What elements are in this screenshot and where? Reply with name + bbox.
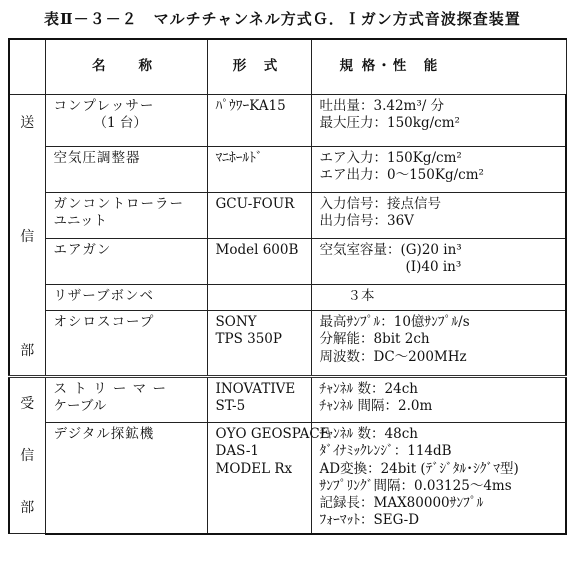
group-send-char: 部 <box>20 342 35 359</box>
header-spec: 規 格・性 能 <box>311 39 566 95</box>
table-caption: 表Ⅱ－３－２ マルチチャンネル方式Ｇ．Ｉガン方式音波探査装置 <box>44 10 521 28</box>
row-spec: ﾁｬﾝﾈﾙ 数：48ch ﾀﾞｲﾅﾐｯｸﾚﾝｼﾞ：114dB AD変換：24bit (ﾃﾞｼﾞﾀﾙ･ｼｸﾞﾏ型) ｻﾝﾌﾟﾘﾝｸﾞ間隔：0.03125～4ms 記録長：MAX80000ｻﾝﾌﾟﾙ ﾌｫｰﾏｯﾄ：SEG-D <box>311 423 566 534</box>
table-row <box>9 95 566 147</box>
row-name: デジタル探鉱機 <box>45 423 207 534</box>
table-row <box>9 239 566 285</box>
header-type: 形 式 <box>207 39 311 95</box>
header-group-cell <box>9 39 45 95</box>
row-spec: 空気室容量：(G)20 in³ (I)40 in³ <box>311 239 566 285</box>
row-type: SONY TPS 350P <box>207 311 311 377</box>
row-name: コンプレッサー （1 台） <box>45 95 207 147</box>
group-receive-char: 信 <box>20 447 35 464</box>
table-row <box>9 311 566 377</box>
row-spec: ３本 <box>311 285 566 311</box>
header-name: 名 称 <box>45 39 207 95</box>
row-name: エアガン <box>45 239 207 285</box>
row-type: ﾊﾟｳﾜｰKA15 <box>207 95 311 147</box>
row-name: リザーブボンベ <box>45 285 207 311</box>
row-name: オシロスコープ <box>45 311 207 377</box>
row-type: OYO GEOSPACE DAS-1 MODEL Rx <box>207 423 311 534</box>
row-type: Model 600B <box>207 239 311 285</box>
equipment-spec-table <box>8 38 567 535</box>
group-send-char: 信 <box>20 228 35 245</box>
group-send <box>9 95 45 377</box>
header-row <box>9 39 566 95</box>
row-type: GCU-FOUR <box>207 193 311 239</box>
table-row <box>9 423 566 534</box>
table-row <box>9 147 566 193</box>
group-receive <box>9 377 45 534</box>
row-spec: 最高ｻﾝﾌﾟﾙ：10億ｻﾝﾌﾟﾙ/s 分解能：8bit 2ch 周波数：DC～200MHz <box>311 311 566 377</box>
group-receive-char: 部 <box>20 499 35 516</box>
group-send-char: 送 <box>20 115 35 131</box>
row-type: INOVATIVE ST-5 <box>207 377 311 423</box>
row-spec: エア入力：150Kg/cm² エア出力：0～150Kg/cm² <box>311 147 566 193</box>
row-spec: 吐出量：3.42m³/ 分 最大圧力：150kg/cm² <box>311 95 566 147</box>
row-name: ス ト リ ー マ ー ケーブル <box>45 377 207 423</box>
table-row <box>9 285 566 311</box>
row-type: ﾏﾆﾎｰﾙﾄﾞ <box>207 147 311 193</box>
group-receive-char: 受 <box>20 396 35 412</box>
row-name: 空気圧調整器 <box>45 147 207 193</box>
row-type <box>207 285 311 311</box>
table-row <box>9 377 566 423</box>
row-spec: ﾁｬﾝﾈﾙ 数：24ch ﾁｬﾝﾈﾙ 間隔：2.0m <box>311 377 566 423</box>
row-spec: 入力信号：接点信号 出力信号：36V <box>311 193 566 239</box>
table-row <box>9 193 566 239</box>
row-name: ガンコントローラー ユニット <box>45 193 207 239</box>
